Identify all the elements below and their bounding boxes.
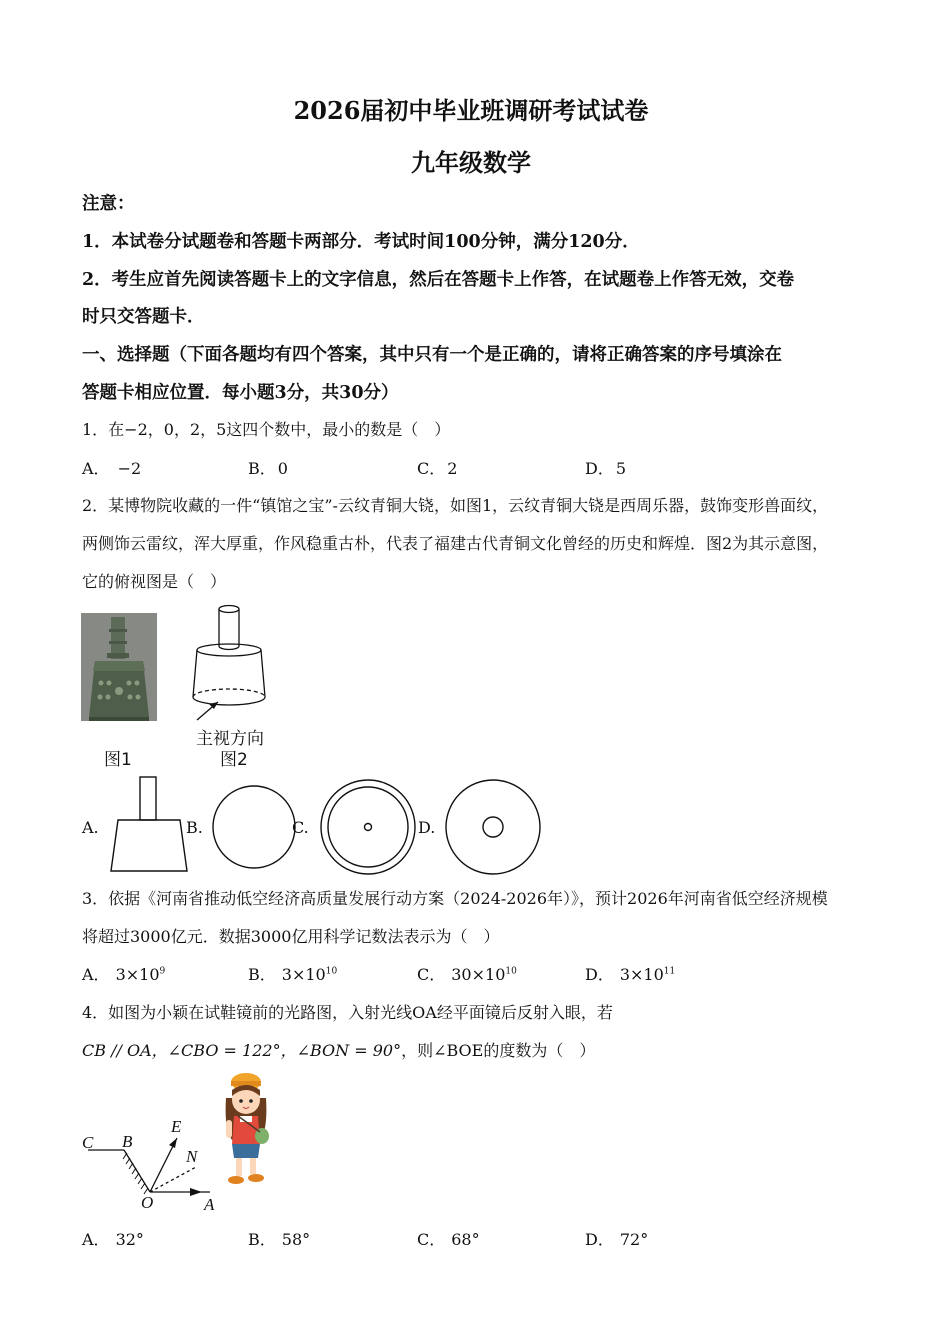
q2-option-b-letter[interactable]: B. — [186, 818, 203, 837]
point-label-b: B — [122, 1132, 133, 1151]
q2-option-c-letter[interactable]: C. — [292, 818, 309, 837]
point-label-n: N — [186, 1147, 198, 1166]
point-label-e: E — [171, 1117, 182, 1136]
q2-option-b-figure[interactable] — [211, 784, 297, 870]
view-direction-label: 主视方向 — [196, 729, 264, 749]
q2-stem-line1: 2．某博物院收藏的一件“镇馆之宝”-云纹青铜大铙，如图1，云纹青铜大铙是西周乐器，鼓饰变形兽面纹， — [82, 496, 829, 515]
bell-schematic-figure — [185, 603, 275, 728]
q4-stem-line1: 4．如图为小颖在试鞋镜前的光路图，入射光线OA经平面镜后反射入眼，若 — [82, 1003, 613, 1022]
q2-stem-line2: 两侧饰云雷纹，浑大厚重，作风稳重古朴，代表了福建古代青铜文化曾经的历史和辉煌．图2为其示意图， — [82, 534, 829, 553]
q2-stem-line3: 它的俯视图是（ ） — [82, 572, 227, 591]
q2-option-d-figure[interactable] — [444, 778, 542, 876]
q2-option-d-letter[interactable]: D. — [418, 818, 436, 837]
q3-option-d[interactable]: D． $3\times 10^{11}$ — [585, 965, 676, 984]
q4-option-b[interactable]: B． 58° — [248, 1230, 311, 1249]
section-heading-line2: 答题卡相应位置．每小题3分，共30分） — [82, 383, 399, 403]
q3-option-a[interactable]: A． $3\times 10^9$ — [82, 965, 166, 984]
q1-option-c[interactable]: C． 2 — [417, 459, 458, 478]
q4-option-a[interactable]: A． 32° — [82, 1230, 144, 1249]
q4-stem-line2: CB // OA，∠CBO = 122°，∠BON = 90°，则∠BOE的度数为（ ） — [82, 1041, 596, 1060]
q2-option-a-letter[interactable]: A. — [82, 818, 99, 837]
point-label-a: A — [204, 1195, 215, 1214]
q3-stem-line1: 3．依据《河南省推动低空经济高质量发展行动方案（2024-2026年）》，预计2026年河南省低空经济规模 — [82, 889, 828, 908]
q4-option-d[interactable]: D． 72° — [585, 1230, 649, 1249]
notice-item-2-line1: 2．考生应首先阅读答题卡上的文字信息，然后在答题卡上作答，在试题卷上作答无效，交卷 — [82, 270, 795, 290]
q1-option-a[interactable]: A． −2 — [82, 459, 142, 478]
exam-title: 2026届初中毕业班调研考试试卷 — [293, 96, 649, 125]
notice-item-1: 1．本试卷分试题卷和答题卡两部分．考试时间100分钟，满分120分． — [82, 232, 640, 252]
section-heading-line1: 一、选择题（下面各题均有四个答案，其中只有一个是正确的，请将正确答案的序号填涂在 — [82, 345, 782, 365]
exam-subtitle: 九年级数学 — [411, 148, 531, 177]
q2-option-a-figure[interactable] — [108, 775, 190, 873]
q1-option-d[interactable]: D． 5 — [585, 459, 627, 478]
notice-item-2-line2: 时只交答题卡． — [82, 307, 205, 327]
fig2-caption: 图2 — [220, 750, 248, 770]
q3-option-c[interactable]: C． $30\times 10^{10}$ — [417, 965, 517, 984]
point-label-c: C — [82, 1133, 94, 1152]
cartoon-girl-illustration — [214, 1070, 278, 1190]
bronze-bell-photo — [81, 613, 157, 721]
q4-option-c[interactable]: C． 68° — [417, 1230, 480, 1249]
q3-stem-line2: 将超过3000亿元．数据3000亿用科学记数法表示为（ ） — [82, 927, 500, 946]
q3-option-b[interactable]: B． $3\times 10^{10}$ — [248, 965, 338, 984]
q1-stem: 1．在−2，0，2，5这四个数中，最小的数是（ ） — [82, 420, 451, 439]
notice-label: 注意： — [82, 194, 135, 214]
q1-option-b[interactable]: B． 0 — [248, 459, 288, 478]
fig1-caption: 图1 — [104, 750, 132, 770]
point-label-o: O — [141, 1193, 154, 1212]
q4-light-path-diagram — [78, 1115, 228, 1215]
q2-option-c-figure[interactable] — [319, 778, 417, 876]
